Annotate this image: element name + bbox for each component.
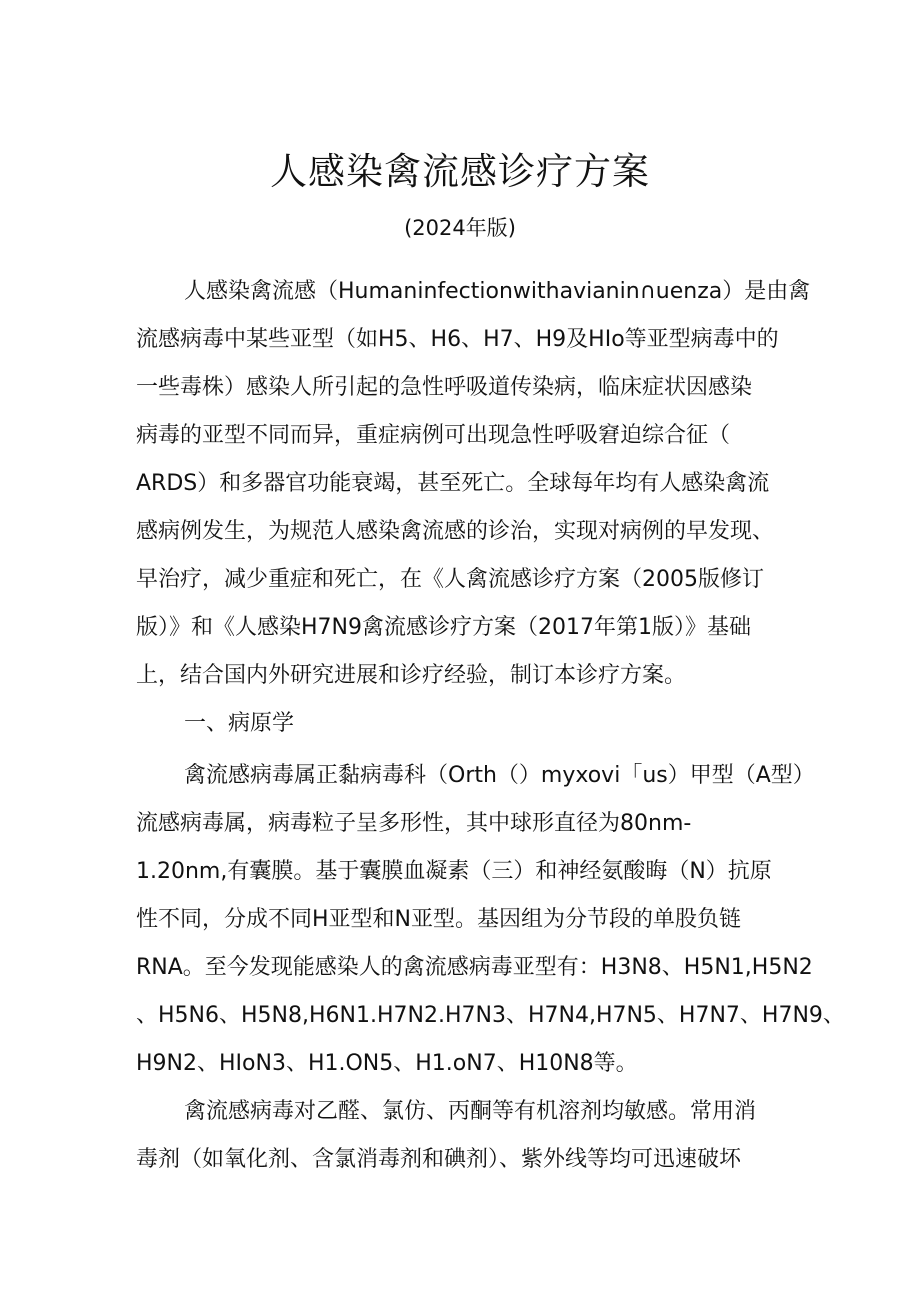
paragraph-line: 感病例发生，为规范人感染禽流感的诊治，实现对病例的早发现、: [136, 519, 775, 544]
paragraph-line: 禽流感病毒属正黏病毒科（Orth（）myxovi「us）甲型（A型）: [184, 763, 815, 788]
paragraph-line: 流感病毒中某些亚型（如H5、H6、H7、H9及HIo等亚型病毒中的: [136, 327, 779, 352]
paragraph-line: 一些毒株）感染人所引起的急性呼吸道传染病，临床症状因感染: [136, 375, 753, 400]
paragraph-line: 版）》和《人感染H7N9禽流感诊疗方案（2017年第1版）》基础: [136, 615, 751, 640]
paragraph-line: 上，结合国内外研究进展和诊疗经验，制订本诊疗方案。: [136, 663, 687, 688]
paragraph-line: 1.20nm,有囊膜。基于囊膜血凝素（三）和神经氨酸晦（N）抗原: [136, 859, 772, 884]
intro-paragraph: [136, 268, 811, 700]
paragraph-line: 、H5N6、H5N8,H6N1.H7N2.H7N3、H7N4,H7N5、H7N7、H7N9、: [136, 1003, 845, 1028]
disinfection-paragraph: [136, 1088, 782, 1184]
document-title: 人感染禽流感诊疗方案: [270, 150, 650, 193]
paragraph-line: 毒剂（如氧化剂、含氯消毒剂和碘剂）、紫外线等均可迅速破坏: [136, 1147, 742, 1172]
paragraph-line: 流感病毒属，病毒粒子呈多形性，其中球形直径为80nm-: [136, 811, 692, 836]
paragraph-line: RNA。至今发现能感染人的禽流感病毒亚型有：H3N8、H5N1,H5N2: [136, 955, 813, 980]
pathogen-paragraph: [136, 752, 845, 1088]
paragraph-line: 性不同，分成不同H亚型和N亚型。基因组为分节段的单股负链: [136, 907, 742, 932]
paragraph-line: 早治疗，减少重症和死亡，在《人禽流感诊疗方案（2005版修订: [136, 567, 764, 592]
paragraph-line: ARDS）和多器官功能衰竭，甚至死亡。全球每年均有人感染禽流: [136, 471, 770, 496]
paragraph-line: H9N2、HIoN3、H1.ON5、H1.oN7、H10N8等。: [136, 1051, 638, 1076]
section-heading-pathogen: [136, 700, 782, 748]
paragraph-line: 病毒的亚型不同而异，重症病例可出现急性呼吸窘迫综合征（: [136, 423, 731, 448]
paragraph-line: 禽流感病毒对乙醛、氯仿、丙酮等有机溶剂均敏感。常用消: [184, 1099, 757, 1124]
document-subtitle: (2024年版): [404, 216, 516, 240]
section-heading-text: 一、病原学: [184, 711, 295, 736]
paragraph-line: 人感染禽流感（Humaninfectionwithavianin∩uenza）是由禽: [184, 279, 811, 304]
